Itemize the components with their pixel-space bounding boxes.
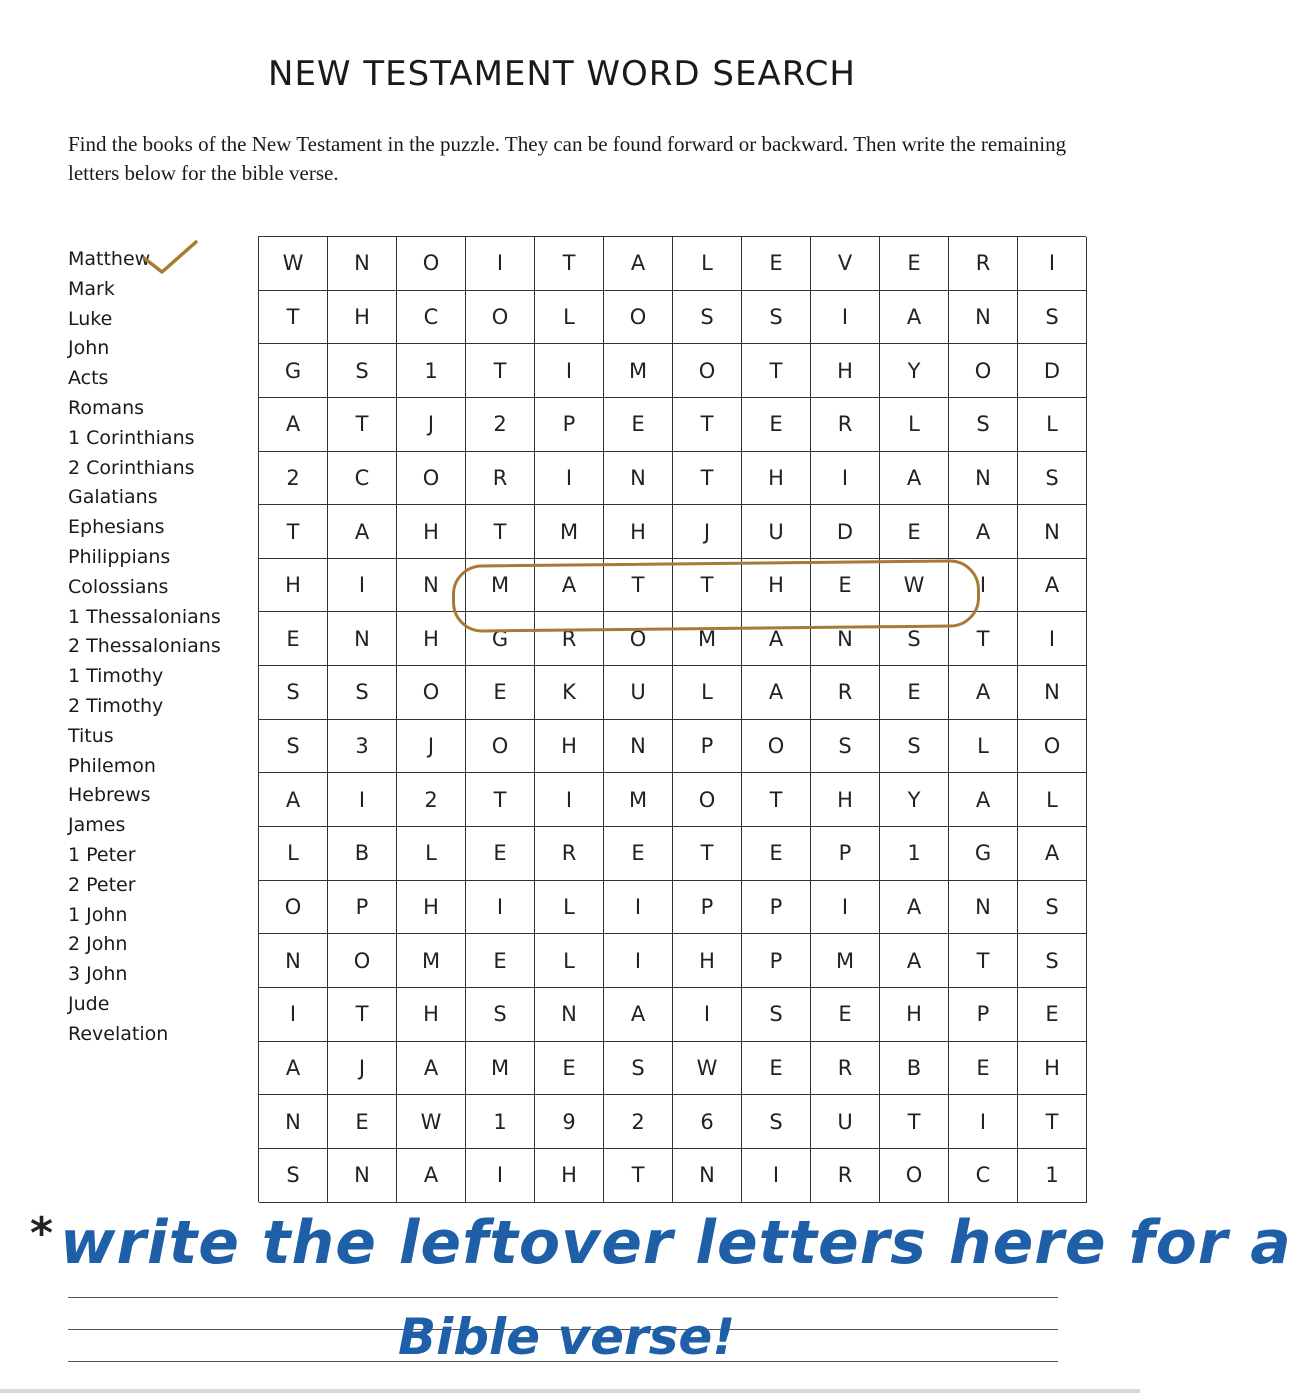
grid-cell[interactable]: E: [742, 398, 811, 452]
grid-cell[interactable]: U: [811, 1095, 880, 1149]
grid-cell[interactable]: T: [880, 1095, 949, 1149]
grid-cell[interactable]: 1: [466, 1095, 535, 1149]
grid-cell[interactable]: T: [328, 398, 397, 452]
grid-cell[interactable]: G: [259, 344, 328, 398]
grid-cell[interactable]: A: [604, 237, 673, 291]
grid-cell[interactable]: H: [328, 291, 397, 345]
word-list-item: 1 Timothy: [68, 665, 164, 688]
grid-cell[interactable]: T: [259, 505, 328, 559]
word-list-item: Titus: [68, 724, 114, 747]
grid-cell[interactable]: A: [949, 505, 1018, 559]
grid-cell[interactable]: O: [604, 612, 673, 666]
word-list-item: Acts: [68, 367, 109, 390]
grid-cell[interactable]: A: [259, 773, 328, 827]
grid-cell[interactable]: S: [604, 1042, 673, 1096]
grid-cell[interactable]: N: [949, 291, 1018, 345]
word-list-item: Philemon: [68, 754, 156, 777]
grid-cell[interactable]: H: [742, 452, 811, 506]
grid-cell[interactable]: R: [466, 452, 535, 506]
grid-cell[interactable]: I: [1018, 612, 1087, 666]
grid-cell[interactable]: E: [742, 827, 811, 881]
word-list-item: Philippians: [68, 545, 171, 568]
grid-cell[interactable]: E: [535, 1042, 604, 1096]
grid-cell[interactable]: O: [259, 881, 328, 935]
grid-cell[interactable]: T: [742, 344, 811, 398]
page-bottom-edge: [0, 1389, 1140, 1393]
grid-cell[interactable]: A: [880, 452, 949, 506]
grid-cell[interactable]: L: [880, 398, 949, 452]
grid-cell[interactable]: M: [466, 1042, 535, 1096]
grid-cell[interactable]: 2: [466, 398, 535, 452]
grid-cell[interactable]: O: [328, 934, 397, 988]
grid-cell[interactable]: E: [811, 559, 880, 613]
grid-cell[interactable]: S: [742, 1095, 811, 1149]
grid-cell[interactable]: M: [604, 344, 673, 398]
grid-cell[interactable]: A: [1018, 559, 1087, 613]
grid-cell[interactable]: M: [466, 559, 535, 613]
grid-cell[interactable]: W: [259, 237, 328, 291]
word-list-item: Galatians: [68, 486, 158, 509]
grid-cell[interactable]: U: [742, 505, 811, 559]
grid-cell[interactable]: O: [742, 720, 811, 774]
grid-cell[interactable]: E: [604, 398, 673, 452]
grid-cell[interactable]: H: [535, 720, 604, 774]
grid-cell[interactable]: P: [949, 988, 1018, 1042]
grid-cell[interactable]: N: [259, 934, 328, 988]
grid-cell[interactable]: O: [673, 773, 742, 827]
footer-text: write the leftover letters here for a: [60, 1208, 1292, 1278]
word-list-item: Luke: [68, 307, 113, 330]
grid-cell[interactable]: 1: [1018, 1149, 1087, 1203]
grid-cell[interactable]: 1: [397, 344, 466, 398]
grid-cell[interactable]: R: [811, 1042, 880, 1096]
grid-cell[interactable]: B: [328, 827, 397, 881]
grid-cell[interactable]: H: [742, 559, 811, 613]
grid-cell[interactable]: U: [604, 666, 673, 720]
footer-instruction: [30, 1208, 1292, 1278]
grid-cell[interactable]: E: [1018, 988, 1087, 1042]
grid-cell[interactable]: O: [880, 1149, 949, 1203]
grid-cell[interactable]: T: [535, 237, 604, 291]
grid-cell[interactable]: T: [604, 1149, 673, 1203]
grid-cell[interactable]: I: [535, 452, 604, 506]
word-list-item: Mark: [68, 277, 115, 300]
grid-cell[interactable]: N: [811, 612, 880, 666]
word-list-item: 1 Corinthians: [68, 426, 195, 449]
grid-cell[interactable]: S: [259, 1149, 328, 1203]
grid-cell[interactable]: W: [673, 1042, 742, 1096]
grid-cell[interactable]: L: [535, 881, 604, 935]
grid-cell[interactable]: P: [742, 934, 811, 988]
grid-cell[interactable]: O: [604, 291, 673, 345]
grid-cell[interactable]: A: [397, 1149, 466, 1203]
word-list: [68, 245, 221, 1050]
grid-cell[interactable]: R: [535, 612, 604, 666]
grid-cell[interactable]: O: [673, 344, 742, 398]
grid-cell[interactable]: O: [397, 452, 466, 506]
grid-cell[interactable]: N: [673, 1149, 742, 1203]
grid-cell[interactable]: L: [949, 720, 1018, 774]
grid-cell[interactable]: O: [949, 344, 1018, 398]
grid-cell[interactable]: E: [259, 612, 328, 666]
grid-cell[interactable]: L: [673, 666, 742, 720]
grid-cell[interactable]: N: [328, 612, 397, 666]
grid-cell[interactable]: O: [466, 720, 535, 774]
grid-cell[interactable]: C: [397, 291, 466, 345]
grid-cell[interactable]: M: [604, 773, 673, 827]
grid-cell[interactable]: N: [328, 237, 397, 291]
grid-cell[interactable]: C: [328, 452, 397, 506]
grid-cell[interactable]: I: [604, 934, 673, 988]
bible-verse-label: Bible verse!: [398, 1308, 736, 1366]
grid-cell[interactable]: S: [259, 720, 328, 774]
grid-cell[interactable]: P: [673, 720, 742, 774]
grid-cell[interactable]: N: [949, 881, 1018, 935]
grid-cell[interactable]: H: [535, 1149, 604, 1203]
grid-cell[interactable]: S: [1018, 291, 1087, 345]
grid-cell[interactable]: H: [604, 505, 673, 559]
grid-cell[interactable]: L: [673, 237, 742, 291]
grid-cell[interactable]: E: [880, 666, 949, 720]
grid-cell[interactable]: C: [949, 1149, 1018, 1203]
grid-cell[interactable]: A: [742, 612, 811, 666]
grid-cell[interactable]: H: [397, 988, 466, 1042]
grid-cell[interactable]: P: [742, 881, 811, 935]
grid-cell[interactable]: H: [397, 881, 466, 935]
grid-cell[interactable]: 2: [259, 452, 328, 506]
grid-cell[interactable]: L: [397, 827, 466, 881]
word-list-item: 1 Peter: [68, 843, 136, 866]
grid-cell[interactable]: A: [397, 1042, 466, 1096]
grid-cell[interactable]: I: [949, 559, 1018, 613]
grid-cell[interactable]: I: [604, 881, 673, 935]
word-list-item: 1 Thessalonians: [68, 605, 221, 628]
grid-cell[interactable]: D: [1018, 344, 1087, 398]
grid-cell[interactable]: E: [949, 1042, 1018, 1096]
word-list-item: Hebrews: [68, 784, 151, 807]
word-list-item: James: [68, 814, 126, 837]
grid-cell[interactable]: J: [328, 1042, 397, 1096]
checkmark-icon: [140, 238, 200, 278]
grid-cell[interactable]: S: [1018, 452, 1087, 506]
word-list-item: Romans: [68, 396, 145, 419]
grid-cell[interactable]: E: [466, 934, 535, 988]
word-list-item: 2 Peter: [68, 873, 136, 896]
grid-cell[interactable]: T: [673, 398, 742, 452]
grid-cell[interactable]: A: [880, 291, 949, 345]
grid-cell[interactable]: S: [466, 988, 535, 1042]
grid-cell[interactable]: T: [949, 612, 1018, 666]
grid-cell[interactable]: M: [811, 934, 880, 988]
grid-cell[interactable]: H: [673, 934, 742, 988]
grid-cell[interactable]: Y: [880, 773, 949, 827]
grid-cell[interactable]: A: [949, 773, 1018, 827]
grid-cell[interactable]: A: [259, 1042, 328, 1096]
grid-cell[interactable]: E: [880, 237, 949, 291]
grid-cell[interactable]: 9: [535, 1095, 604, 1149]
grid-cell[interactable]: S: [811, 720, 880, 774]
word-list-item: 2 Timothy: [68, 694, 164, 717]
grid-cell[interactable]: 6: [673, 1095, 742, 1149]
grid-cell[interactable]: P: [328, 881, 397, 935]
grid-cell[interactable]: N: [604, 720, 673, 774]
page-title: NEW TESTAMENT WORD SEARCH: [268, 54, 856, 94]
grid-cell[interactable]: T: [949, 934, 1018, 988]
grid-cell[interactable]: T: [466, 505, 535, 559]
grid-cell[interactable]: R: [811, 666, 880, 720]
grid-cell[interactable]: S: [880, 720, 949, 774]
grid-cell[interactable]: N: [1018, 666, 1087, 720]
grid-cell[interactable]: S: [259, 666, 328, 720]
grid-cell[interactable]: A: [259, 398, 328, 452]
grid-cell[interactable]: A: [604, 988, 673, 1042]
grid-cell[interactable]: Y: [880, 344, 949, 398]
grid-cell[interactable]: R: [811, 1149, 880, 1203]
grid-cell[interactable]: A: [1018, 827, 1087, 881]
grid-cell[interactable]: R: [949, 237, 1018, 291]
instructions: Find the books of the New Testament in the puzzle. They can be found forward or backward. Then write the remaining letters below for the bible verse.: [68, 132, 1067, 185]
grid-cell[interactable]: I: [742, 1149, 811, 1203]
grid-cell[interactable]: E: [466, 666, 535, 720]
grid-cell[interactable]: N: [259, 1095, 328, 1149]
grid-cell[interactable]: 2: [604, 1095, 673, 1149]
grid-cell[interactable]: S: [1018, 881, 1087, 935]
grid-cell[interactable]: B: [880, 1042, 949, 1096]
word-list-item: Jude: [68, 992, 110, 1015]
grid-cell[interactable]: T: [328, 988, 397, 1042]
word-list-item: 1 John: [68, 903, 128, 926]
grid-cell[interactable]: H: [397, 505, 466, 559]
grid-cell[interactable]: S: [742, 291, 811, 345]
grid-cell[interactable]: S: [949, 398, 1018, 452]
grid-cell[interactable]: O: [397, 237, 466, 291]
grid-cell[interactable]: L: [259, 827, 328, 881]
grid-cell[interactable]: T: [259, 291, 328, 345]
grid-cell[interactable]: I: [673, 988, 742, 1042]
grid-cell[interactable]: P: [535, 398, 604, 452]
grid-cell[interactable]: A: [535, 559, 604, 613]
grid-cell[interactable]: A: [949, 666, 1018, 720]
grid-cell[interactable]: S: [742, 988, 811, 1042]
grid-cell[interactable]: H: [259, 559, 328, 613]
grid-cell[interactable]: I: [811, 291, 880, 345]
grid-cell[interactable]: S: [673, 291, 742, 345]
grid-cell[interactable]: O: [397, 666, 466, 720]
grid-cell[interactable]: I: [259, 988, 328, 1042]
grid-cell[interactable]: D: [811, 505, 880, 559]
grid-cell[interactable]: T: [466, 773, 535, 827]
grid-cell[interactable]: E: [604, 827, 673, 881]
grid-cell[interactable]: S: [328, 666, 397, 720]
grid-cell[interactable]: V: [811, 237, 880, 291]
grid-cell[interactable]: S: [1018, 934, 1087, 988]
grid-cell[interactable]: I: [811, 881, 880, 935]
grid-cell[interactable]: T: [673, 559, 742, 613]
grid-cell[interactable]: J: [673, 505, 742, 559]
grid-cell[interactable]: M: [397, 934, 466, 988]
word-list-item: 2 Corinthians: [68, 456, 195, 479]
word-list-item: 3 John: [68, 963, 128, 986]
grid-cell[interactable]: N: [1018, 505, 1087, 559]
grid-cell[interactable]: A: [880, 934, 949, 988]
grid-cell[interactable]: N: [949, 452, 1018, 506]
grid-cell[interactable]: E: [811, 988, 880, 1042]
word-list-item: Ephesians: [68, 516, 165, 539]
grid-cell[interactable]: G: [466, 612, 535, 666]
grid-cell[interactable]: T: [1018, 1095, 1087, 1149]
grid-cell[interactable]: N: [397, 559, 466, 613]
grid-cell[interactable]: N: [328, 1149, 397, 1203]
word-list-item: Revelation: [68, 1022, 169, 1045]
grid-cell[interactable]: T: [466, 344, 535, 398]
grid-cell[interactable]: I: [535, 773, 604, 827]
grid-cell[interactable]: I: [328, 559, 397, 613]
grid-cell[interactable]: L: [535, 934, 604, 988]
grid-cell[interactable]: E: [742, 1042, 811, 1096]
grid-cell[interactable]: R: [811, 398, 880, 452]
grid-cell[interactable]: T: [673, 452, 742, 506]
grid-cell[interactable]: J: [397, 720, 466, 774]
grid-cell[interactable]: 1: [880, 827, 949, 881]
grid-cell[interactable]: A: [742, 666, 811, 720]
word-list-item: Colossians: [68, 575, 169, 598]
grid-cell[interactable]: O: [466, 291, 535, 345]
grid-cell[interactable]: H: [811, 344, 880, 398]
grid-cell[interactable]: M: [535, 505, 604, 559]
grid-cell[interactable]: I: [328, 773, 397, 827]
grid-cell[interactable]: I: [466, 1149, 535, 1203]
grid-cell[interactable]: I: [949, 1095, 1018, 1149]
grid-cell[interactable]: 2: [397, 773, 466, 827]
grid-cell[interactable]: I: [535, 344, 604, 398]
grid-cell[interactable]: E: [328, 1095, 397, 1149]
grid-cell[interactable]: I: [466, 237, 535, 291]
grid-cell[interactable]: H: [880, 988, 949, 1042]
word-list-item: Matthew: [68, 248, 151, 270]
grid-cell[interactable]: H: [1018, 1042, 1087, 1096]
grid-cell[interactable]: I: [811, 452, 880, 506]
word-search-grid: [258, 236, 1086, 1202]
grid-cell[interactable]: 3: [328, 720, 397, 774]
grid-cell[interactable]: W: [880, 559, 949, 613]
grid-cell[interactable]: S: [880, 612, 949, 666]
grid-cell[interactable]: H: [811, 773, 880, 827]
grid-cell[interactable]: N: [535, 988, 604, 1042]
grid-cell[interactable]: O: [1018, 720, 1087, 774]
word-list-item: 2 John: [68, 933, 128, 956]
grid-cell[interactable]: T: [604, 559, 673, 613]
grid-cell[interactable]: A: [328, 505, 397, 559]
grid-cell[interactable]: T: [742, 773, 811, 827]
grid-cell[interactable]: E: [466, 827, 535, 881]
grid-cell[interactable]: G: [949, 827, 1018, 881]
star-icon: *: [30, 1208, 55, 1259]
grid-cell[interactable]: E: [742, 237, 811, 291]
grid-cell[interactable]: A: [880, 881, 949, 935]
grid-cell[interactable]: P: [673, 881, 742, 935]
answer-line-1[interactable]: [68, 1297, 1058, 1298]
grid-cell[interactable]: H: [397, 612, 466, 666]
grid-cell[interactable]: N: [604, 452, 673, 506]
grid-cell[interactable]: L: [1018, 398, 1087, 452]
grid-cell[interactable]: T: [673, 827, 742, 881]
grid-cell[interactable]: S: [328, 344, 397, 398]
grid-cell[interactable]: I: [1018, 237, 1087, 291]
grid-cell[interactable]: J: [397, 398, 466, 452]
word-list-item: 2 Thessalonians: [68, 635, 221, 658]
grid-cell[interactable]: L: [1018, 773, 1087, 827]
word-list-item: John: [68, 337, 110, 360]
grid-cell[interactable]: I: [466, 881, 535, 935]
grid-cell[interactable]: W: [397, 1095, 466, 1149]
grid-cell[interactable]: R: [535, 827, 604, 881]
grid-cell[interactable]: K: [535, 666, 604, 720]
grid-cell[interactable]: L: [535, 291, 604, 345]
grid-cell[interactable]: E: [880, 505, 949, 559]
grid-cell[interactable]: M: [673, 612, 742, 666]
grid-cell[interactable]: P: [811, 827, 880, 881]
